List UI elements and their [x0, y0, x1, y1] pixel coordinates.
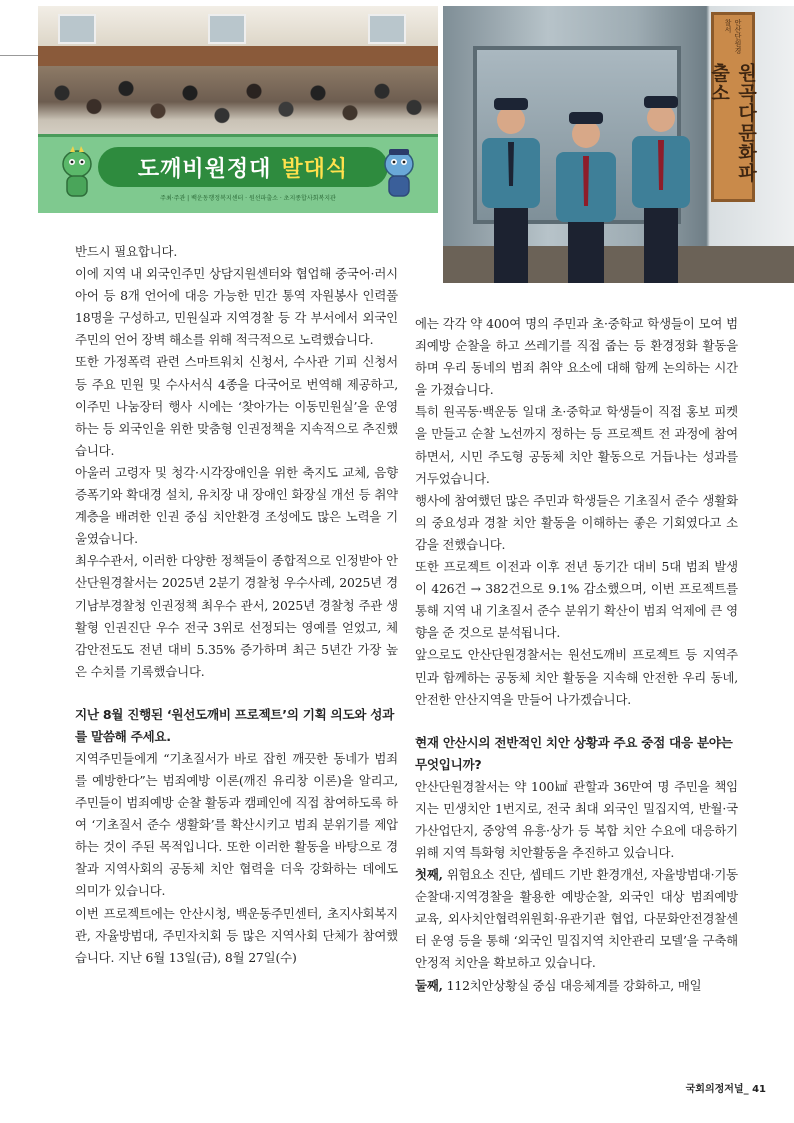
paragraph: 안산단원경찰서는 약 100㎢ 관할과 36만여 명 주민을 책임지는 민생치안 1번지로, 전국 최대 외국인 밀집지역, 반월·국가산업단지, 중앙역 유흥·상가 등 복합 치안 수요에 대응하기 위해 지역 특화형 치안활동을 추진하고 있습니다. [415, 778, 738, 860]
paragraph: 또한 프로젝트 이전과 이후 전년 동기간 대비 5대 범죄 발생이 426건 → 382건으로 9.1% 감소했으며, 이번 프로젝트를 통해 지역 내 기초질서 준수 분위기 확산이 범죄 억제에 큰 영향을 준 것으로 분석됩니다. [415, 559, 738, 641]
interview-question: 지난 8월 진행된 ‘원선도깨비 프로젝트’의 기획 의도와 성과를 말씀해 주세요. [75, 706, 394, 744]
officers-photo [443, 6, 794, 283]
paragraph: 행사에 참여했던 많은 주민과 학생들은 기초질서 준수 생활화의 중요성과 경찰 치안 활동을 이해하는 좋은 기회였다고 소감을 전했습니다. [415, 492, 738, 552]
paragraph: 이번 프로젝트에는 안산시청, 백운동주민센터, 초지사회복지관, 자율방범대, 주민자치회 등 많은 지역사회 단체가 참여했습니다. 지난 6월 13일(금), 8월 27일(수) [75, 905, 398, 965]
paragraph: 최우수관서, 이러한 다양한 정책들이 종합적으로 인정받아 안산단원경찰서는 2025년 2분기 경찰청 우수사례, 2025년 경기남부경찰청 인권정책 최우수 관서, 2025년 경찰청 주관 생활형 인권진단 우수 전국 3위로 선정되는 영예를 얻었고, 체감안전도도 전년 대비 5.35% 증가하며 최근 5년간 가장 높은 수치를 기록했습니다. [75, 553, 398, 679]
banner-subtitle: 주최·주관 | 백운동행정복지센터 · 원선파출소 · 초지종합사회복지관 [160, 195, 336, 202]
paragraph [415, 864, 738, 974]
interview-question: 현재 안산시의 전반적인 치안 상황과 주요 중점 대응 분야는 무엇입니까? [415, 734, 733, 772]
page-number: _ 41 [743, 1084, 766, 1095]
banner-main-text: 도깨비원정대 [137, 156, 272, 182]
paragraph-body: 위험요소 진단, 셉테드 기반 환경개선, 자율방범대·기동순찰대·지역경찰을 활용한 예방순찰, 외국인 대상 범죄예방 교육, 외사치안협력위원회·유관기관 협업, 다문화안전경찰센터 운영 등을 통해 ‘외국인 밀집지역 치안관리 모델’을 구축해 안정적 치안을 확보하고 있습니다. [415, 867, 738, 971]
ceremony-photo [38, 6, 438, 213]
hall-window [58, 14, 96, 44]
paragraph: 반드시 필요합니다. [75, 244, 178, 259]
banner-title [98, 147, 388, 187]
paragraph: 지역주민들에게 “기초질서가 바로 잡힌 깨끗한 동네가 범죄를 예방한다”는 범죄예방 이론(깨진 유리창 이론)을 알리고, 주민들이 범죄예방 순찰 활동과 캠페인에 직접 참여하도록 하여 ‘기초질서 준수 생활화’를 확산시키고 범죄 분위기를 제압하는 것이 주된 목적입니다. 또한 이러한 활동을 바탕으로 경찰과 지역사회의 공동체 치안 협력을 더욱 강화하는 데에도 의미가 있습니다. [75, 750, 398, 899]
hall-window [368, 14, 406, 44]
goblin-mascot-icon [378, 146, 420, 202]
paragraph-body: 112치안상황실 중심 대응체계를 강화하고, 매일 [442, 977, 702, 993]
margin-rule [0, 55, 38, 56]
paragraph: 이에 지역 내 외국인주민 상담지원센터와 협업해 중국어·러시아어 등 8개 언어에 대응 가능한 민간 통역 자원봉사 인력풀 18명을 구성하고, 민원실과 지역경찰 등 각 부서에서 외국인 주민의 언어 장벽 해소를 위해 적극적으로 노력했습니다. [75, 266, 398, 348]
sign-office-name: 원곡다문화파출소 [708, 62, 757, 183]
page-footer [686, 1080, 766, 1095]
publication-name: 국회의정저널 [685, 1084, 744, 1095]
paragraph: 또한 가정폭력 관련 스마트워치 신청서, 수사관 기피 신청서 등 주요 민원 및 수사서식 4종을 다국어로 번역해 제공하고, 이주민 나눔장터 행사 시에는 ‘찾아가는 이동민원실’을 운영하는 등 외국인을 위한 맞춤형 인권정책을 지속적으로 추진했습니다. [75, 354, 398, 458]
paragraph: 에는 각각 약 400여 명의 주민과 초·중학교 학생들이 모여 범죄예방 순찰을 하고 쓰레기를 직접 줍는 등 환경정화 활동을 하며 우리 동네의 범죄 취약 요소에 대해 함께 논의하는 시간을 가졌습니다. [415, 316, 738, 398]
sign-station-name: 안산단원경찰서 [724, 19, 742, 54]
paragraph-lead: 둘째, [415, 977, 443, 993]
police-officers [458, 86, 708, 283]
banner-accent-text: 발대식 [281, 156, 349, 182]
hall-window [208, 14, 246, 44]
article-left-column [75, 241, 398, 969]
paragraph: 특히 원곡동·백운동 일대 초·중학교 학생들이 직접 홍보 피켓을 만들고 순찰 노선까지 정하는 등 프로젝트 전 과정에 참여하면서, 시민 주도형 공동체 치안 활동으로 거듭나는 성과를 거두었습니다. [415, 404, 738, 486]
paragraph: 아울러 고령자 및 청각·시각장애인을 위한 축지도 교체, 음향 증폭기와 확대경 설치, 유치장 내 장애인 화장실 개선 등 취약계층을 배려한 인권 중심 치안환경 조성에도 많은 노력을 기울였습니다. [75, 464, 398, 547]
article-right-column [415, 313, 738, 997]
paragraph: 앞으로도 안산단원경찰서는 원선도깨비 프로젝트 등 지역주민과 함께하는 공동체 치안 활동을 지속해 안전한 우리 동네, 안전한 안산지역을 만들어 나가겠습니다. [415, 647, 738, 707]
goblin-mascot-icon [56, 146, 98, 202]
paragraph [415, 975, 738, 997]
station-sign [708, 12, 757, 202]
paragraph-lead: 첫째, [415, 867, 443, 883]
